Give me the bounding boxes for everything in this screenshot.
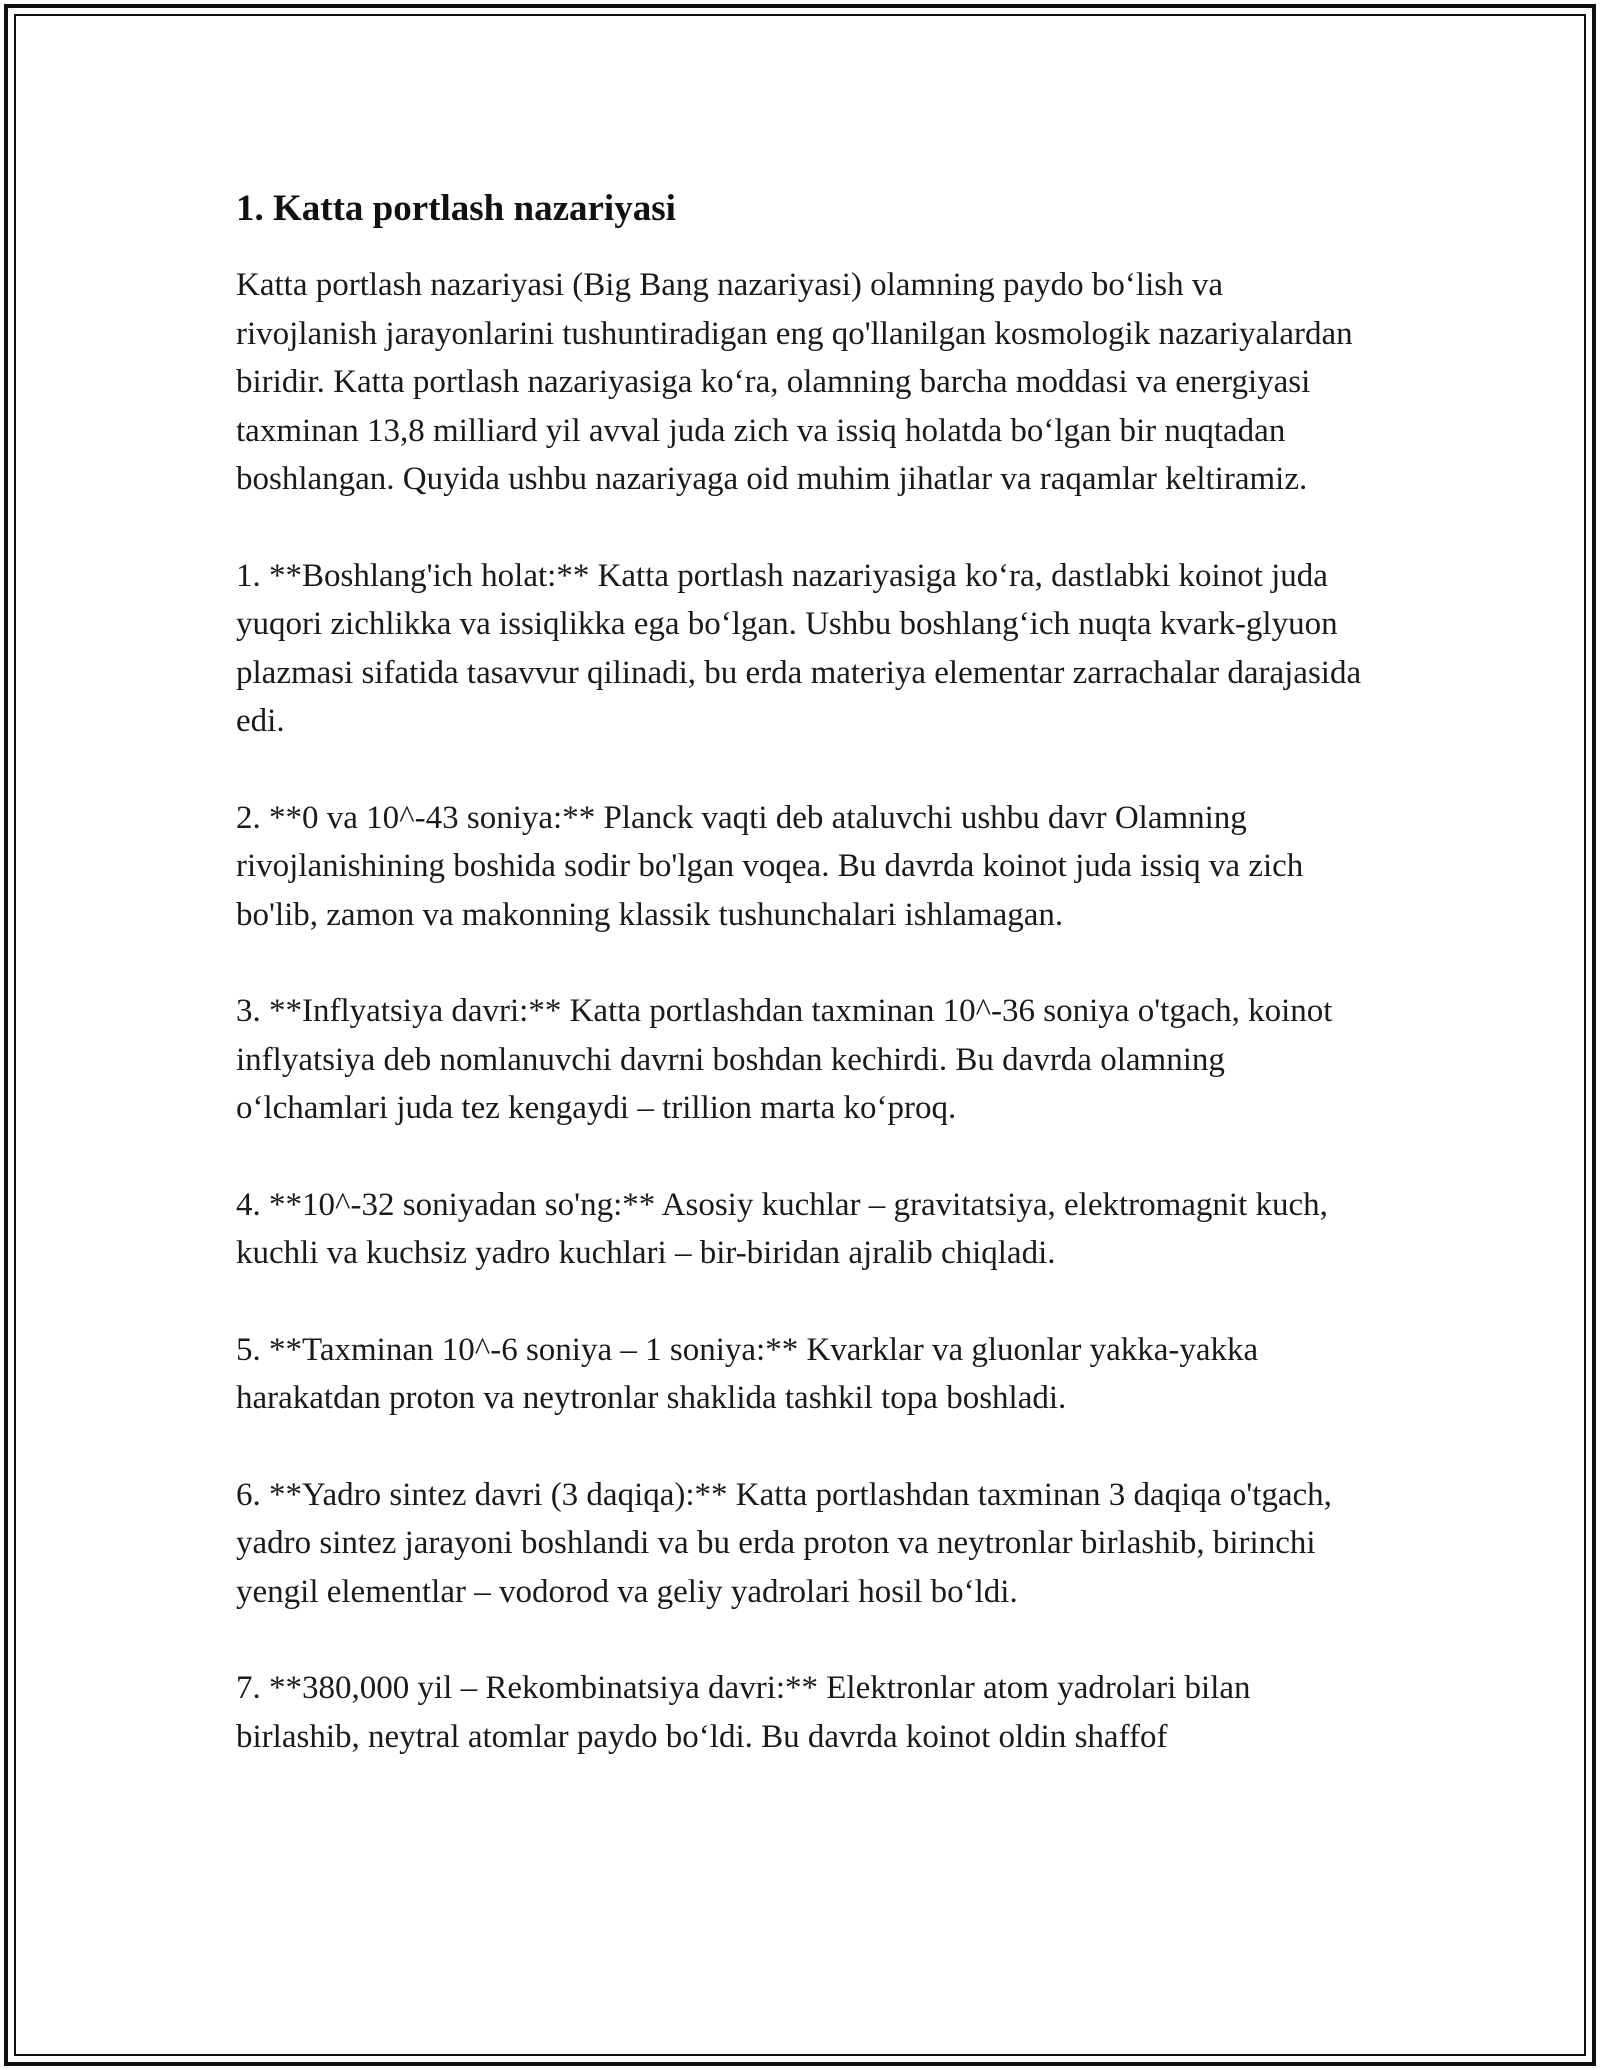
intro-paragraph: Katta portlash nazariyasi (Big Bang nazariyasi) olamning paydo boʻlish va rivojlanish jarayonlarini tushuntiradigan eng qo'llanilgan kosmologik nazariyalardan biridir. Katta portlash nazariyasiga koʻra, olamning barcha moddasi va energiyasi taxminan 13,8 milliard yil avval juda zich va issiq holatda boʻlgan bir nuqtadan boshlangan. Quyida ushbu nazariyaga oid muhim jihatlar va raqamlar keltiramiz.	[236, 267, 1353, 497]
list-item-6: 6. **Yadro sintez davri (3 daqiqa):** Katta portlashdan taxminan 3 daqiqa o'tgach, yadro sintez jarayoni boshlandi va bu erda proton va neytronlar birlashib, birinchi yengil elementlar – vodorod va geliy yadrolari hosil boʻldi.	[236, 1476, 1332, 1610]
list-item-2: 2. **0 va 10^-43 soniya:** Planck vaqti deb ataluvchi ushbu davr Olamning rivojlanishining boshida sodir bo'lgan voqea. Bu davrda koinot juda issiq va zich bo'lib, zamon va makonning klassik tushunchalari ishlamagan.	[236, 799, 1304, 933]
list-item-7: 7. **380,000 yil – Rekombinatsiya davri:** Elektronlar atom yadrolari bilan birlashib, neytral atomlar paydo boʻldi. Bu davrda koinot oldin shaffof	[236, 1670, 1251, 1755]
list-item-4: 4. **10^-32 soniyadan so'ng:** Asosiy kuchlar – gravitatsiya, elektromagnit kuch, kuchli va kuchsiz yadro kuchlari – bir-biridan ajralib chiqladi.	[236, 1186, 1328, 1271]
list-item-3: 3. **Inflyatsiya davri:** Katta portlashdan taxminan 10^-36 soniya o'tgach, koinot inflyatsiya deb nomlanuvchi davrni boshdan kechirdi. Bu davrda olamning oʻlchamlari juda tez kengaydi – trillion marta koʻproq.	[236, 993, 1333, 1126]
document-body	[236, 185, 1366, 1809]
list-item-1: 1. **Boshlang'ich holat:** Katta portlash nazariyasiga koʻra, dastlabki koinot juda yuqori zichlikka va issiqlikka ega boʻlgan. Ushbu boshlangʻich nuqta kvark-glyuon plazmasi sifatida tasavvur qilinadi, bu erda materiya elementar zarrachalar darajasida edi.	[236, 557, 1362, 739]
section-heading: 1. Katta portlash nazariyasi	[236, 188, 676, 229]
list-item-5: 5. **Taxminan 10^-6 soniya – 1 soniya:** Kvarklar va gluonlar yakka-yakka harakatdan proton va neytronlar shaklida tashkil topa boshladi.	[236, 1331, 1259, 1416]
